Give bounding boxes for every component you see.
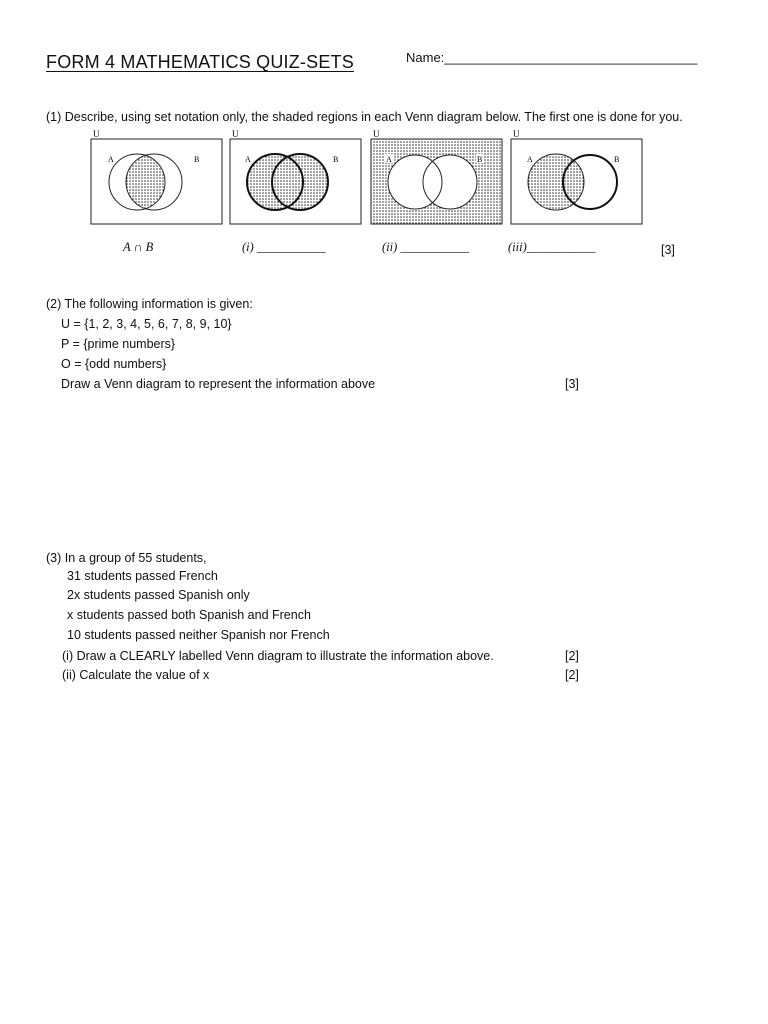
q2-intro: (2) The following information is given: xyxy=(46,297,253,311)
set-a-label: A xyxy=(108,155,114,164)
svg-text:B: B xyxy=(333,155,339,164)
set-b-label: B xyxy=(194,155,200,164)
q3-part-ii-marks: [2] xyxy=(565,668,579,682)
q2-universal-set: U = {1, 2, 3, 4, 5, 6, 7, 8, 9, 10} xyxy=(61,317,232,331)
answer-ii[interactable]: (ii) ___________ xyxy=(382,240,470,254)
name-field[interactable]: Name:___________________________________ xyxy=(406,50,698,65)
q2-marks: [3] xyxy=(565,377,579,391)
q3-fact-both: x students passed both Spanish and French xyxy=(67,608,311,622)
svg-text:U: U xyxy=(513,129,520,139)
venn-diagram-ii xyxy=(370,129,505,227)
answer-i[interactable]: (i) ___________ xyxy=(242,240,326,254)
q3-fact-french: 31 students passed French xyxy=(67,569,218,583)
q1-text: (1) Describe, using set notation only, the shaded regions in each Venn diagram below. The first one is done for you. xyxy=(46,110,683,124)
svg-text:A: A xyxy=(527,155,533,164)
venn-diagram-example xyxy=(90,129,225,227)
q3-intro: (3) In a group of 55 students, xyxy=(46,551,207,565)
q2-prime-set: P = {prime numbers} xyxy=(61,337,176,351)
q3-fact-neither: 10 students passed neither Spanish nor French xyxy=(67,628,330,642)
svg-text:B: B xyxy=(614,155,620,164)
answer-example: A ∩ B xyxy=(123,240,154,254)
universal-label: U xyxy=(93,129,100,139)
venn-diagram-iii xyxy=(510,129,645,227)
svg-text:B: B xyxy=(477,155,483,164)
q1-marks: [3] xyxy=(661,243,675,257)
svg-text:A: A xyxy=(386,155,392,164)
q3-part-ii: (ii) Calculate the value of x xyxy=(62,668,210,682)
q3-part-i-marks: [2] xyxy=(565,649,579,663)
answer-iii[interactable]: (iii)___________ xyxy=(508,240,596,254)
venn-diagram-i xyxy=(229,129,364,227)
q3-fact-spanish-only: 2x students passed Spanish only xyxy=(67,588,250,602)
svg-text:U: U xyxy=(232,129,239,139)
page-title: FORM 4 MATHEMATICS QUIZ-SETS xyxy=(46,52,354,72)
q2-instruction: Draw a Venn diagram to represent the information above xyxy=(61,377,376,391)
q3-part-i: (i) Draw a CLEARLY labelled Venn diagram to illustrate the information above. xyxy=(62,649,494,663)
q2-odd-set: O = {odd numbers} xyxy=(61,357,167,371)
svg-text:U: U xyxy=(373,129,380,139)
svg-text:A: A xyxy=(245,155,251,164)
